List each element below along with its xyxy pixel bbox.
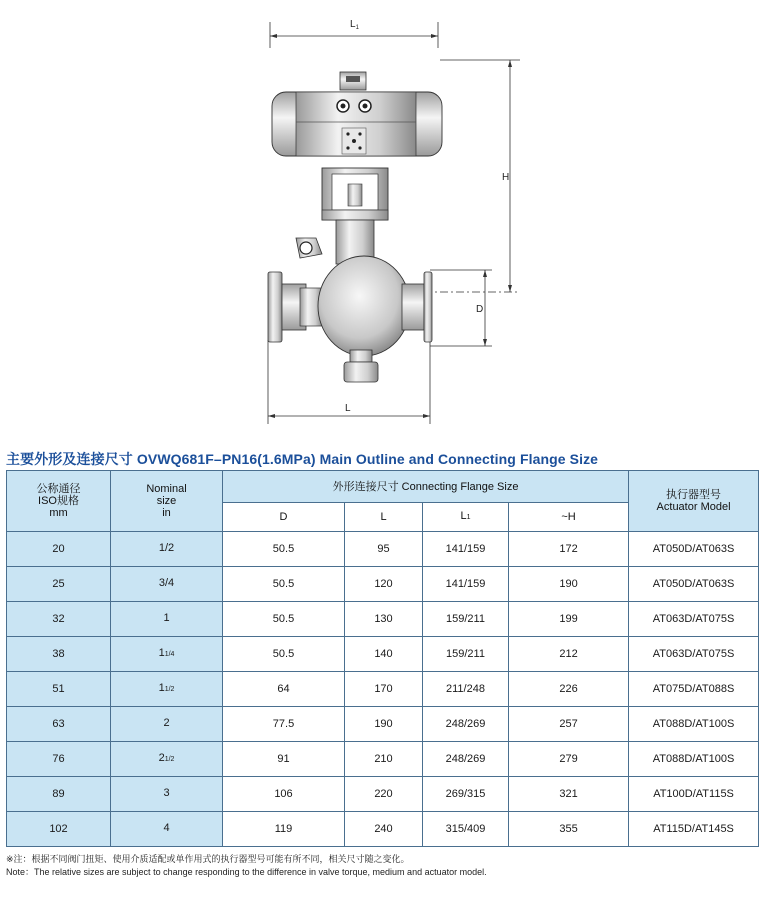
- cell-d: 77.5: [223, 707, 345, 742]
- cell-l: 170: [345, 672, 423, 707]
- header-nominal-iso: 公称通径 ISO规格 mm: [7, 471, 111, 532]
- cell-l1: 211/248: [423, 672, 509, 707]
- header-nominal-size: Nominal size in: [111, 471, 223, 532]
- cell-nominal-in: 11/4: [111, 637, 223, 672]
- ball-valve-body: [318, 256, 410, 356]
- cell-h: 355: [509, 812, 629, 847]
- cell-actuator-model: AT100D/AT115S: [629, 777, 759, 812]
- cell-h: 199: [509, 602, 629, 637]
- table-row: [7, 777, 759, 812]
- cell-l: 120: [345, 567, 423, 602]
- cell-l1: 315/409: [423, 812, 509, 847]
- cell-l1: 248/269: [423, 742, 509, 777]
- dimension-l1-label: $L_1$: [350, 19, 359, 31]
- header-l1: L1: [423, 503, 509, 532]
- cell-d: 64: [223, 672, 345, 707]
- cell-actuator-model: AT063D/AT075S: [629, 637, 759, 672]
- note-chinese: ※注：根据不同阀门扭矩、使用介质适配或单作用式的执行器型号可能有所不同，相关尺寸随之变化。: [6, 854, 410, 864]
- valve-outline-drawing: [0, 0, 763, 440]
- cell-actuator-model: AT050D/AT063S: [629, 567, 759, 602]
- table-row: [7, 602, 759, 637]
- cell-actuator-model: AT075D/AT088S: [629, 672, 759, 707]
- cell-nominal-in: 11/2: [111, 672, 223, 707]
- pneumatic-actuator: [272, 72, 442, 156]
- dimension-l-label: L: [345, 403, 351, 414]
- cell-h: 321: [509, 777, 629, 812]
- cell-nominal-mm: 38: [7, 637, 111, 672]
- cell-nominal-in: 3: [111, 777, 223, 812]
- cell-nominal-mm: 51: [7, 672, 111, 707]
- mounting-bracket: [322, 168, 388, 220]
- cell-l1: 269/315: [423, 777, 509, 812]
- cell-actuator-model: AT115D/AT145S: [629, 812, 759, 847]
- header-actuator-model: 执行器型号 Actuator Model: [629, 471, 759, 532]
- cell-actuator-model: AT050D/AT063S: [629, 532, 759, 567]
- cell-nominal-mm: 25: [7, 567, 111, 602]
- cell-d: 119: [223, 812, 345, 847]
- cell-l: 220: [345, 777, 423, 812]
- cell-nominal-mm: 102: [7, 812, 111, 847]
- dimension-h-label: H: [502, 172, 510, 183]
- note-english: Note：The relative sizes are subject to change responding to the difference in valve torque, medium and actuator model.: [6, 867, 487, 877]
- table-row: [7, 707, 759, 742]
- header-l: L: [345, 503, 423, 532]
- cell-nominal-mm: 32: [7, 602, 111, 637]
- cell-nominal-in: 1/2: [111, 532, 223, 567]
- cell-l1: 248/269: [423, 707, 509, 742]
- cell-h: 279: [509, 742, 629, 777]
- cell-nominal-in: 2: [111, 707, 223, 742]
- dimension-l1: [270, 19, 438, 48]
- table-row: [7, 567, 759, 602]
- cell-h: 257: [509, 707, 629, 742]
- cell-d: 50.5: [223, 567, 345, 602]
- cell-l: 240: [345, 812, 423, 847]
- table-row: [7, 672, 759, 707]
- cell-l1: 141/159: [423, 567, 509, 602]
- dimension-d-label: D: [476, 304, 484, 315]
- cell-h: 226: [509, 672, 629, 707]
- table-row: [7, 532, 759, 567]
- right-clamp-end: [402, 272, 432, 342]
- table-row: [7, 637, 759, 672]
- left-clamp-end: [268, 238, 322, 342]
- cell-d: 91: [223, 742, 345, 777]
- cell-l: 140: [345, 637, 423, 672]
- cell-h: 172: [509, 532, 629, 567]
- cell-nominal-mm: 76: [7, 742, 111, 777]
- cell-nominal-in: 4: [111, 812, 223, 847]
- cell-d: 50.5: [223, 532, 345, 567]
- cell-l: 95: [345, 532, 423, 567]
- cell-actuator-model: AT088D/AT100S: [629, 742, 759, 777]
- cell-h: 190: [509, 567, 629, 602]
- flange-size-table: [6, 470, 759, 847]
- cell-l: 130: [345, 602, 423, 637]
- cell-nominal-mm: 20: [7, 532, 111, 567]
- header-connecting-flange: 外形连接尺寸 Connecting Flange Size: [223, 471, 629, 503]
- cell-l1: 159/211: [423, 637, 509, 672]
- cell-nominal-mm: 89: [7, 777, 111, 812]
- header-d: D: [223, 503, 345, 532]
- cell-d: 50.5: [223, 637, 345, 672]
- cell-l1: 141/159: [423, 532, 509, 567]
- cell-nominal-in: 1: [111, 602, 223, 637]
- cell-l1: 159/211: [423, 602, 509, 637]
- cell-actuator-model: AT088D/AT100S: [629, 707, 759, 742]
- cell-nominal-in: 21/2: [111, 742, 223, 777]
- cell-nominal-in: 3/4: [111, 567, 223, 602]
- cell-l: 210: [345, 742, 423, 777]
- cell-l: 190: [345, 707, 423, 742]
- cell-h: 212: [509, 637, 629, 672]
- cell-d: 106: [223, 777, 345, 812]
- header-h: ~H: [509, 503, 629, 532]
- table-header-row: [7, 471, 759, 503]
- cell-nominal-mm: 63: [7, 707, 111, 742]
- dimension-d: [430, 270, 492, 346]
- table-title: 主要外形及连接尺寸 OVWQ681F–PN16(1.6MPa) Main Outline and Connecting Flange Size: [6, 451, 599, 467]
- cell-actuator-model: AT063D/AT075S: [629, 602, 759, 637]
- table-row: [7, 812, 759, 847]
- table-row: [7, 742, 759, 777]
- cell-d: 50.5: [223, 602, 345, 637]
